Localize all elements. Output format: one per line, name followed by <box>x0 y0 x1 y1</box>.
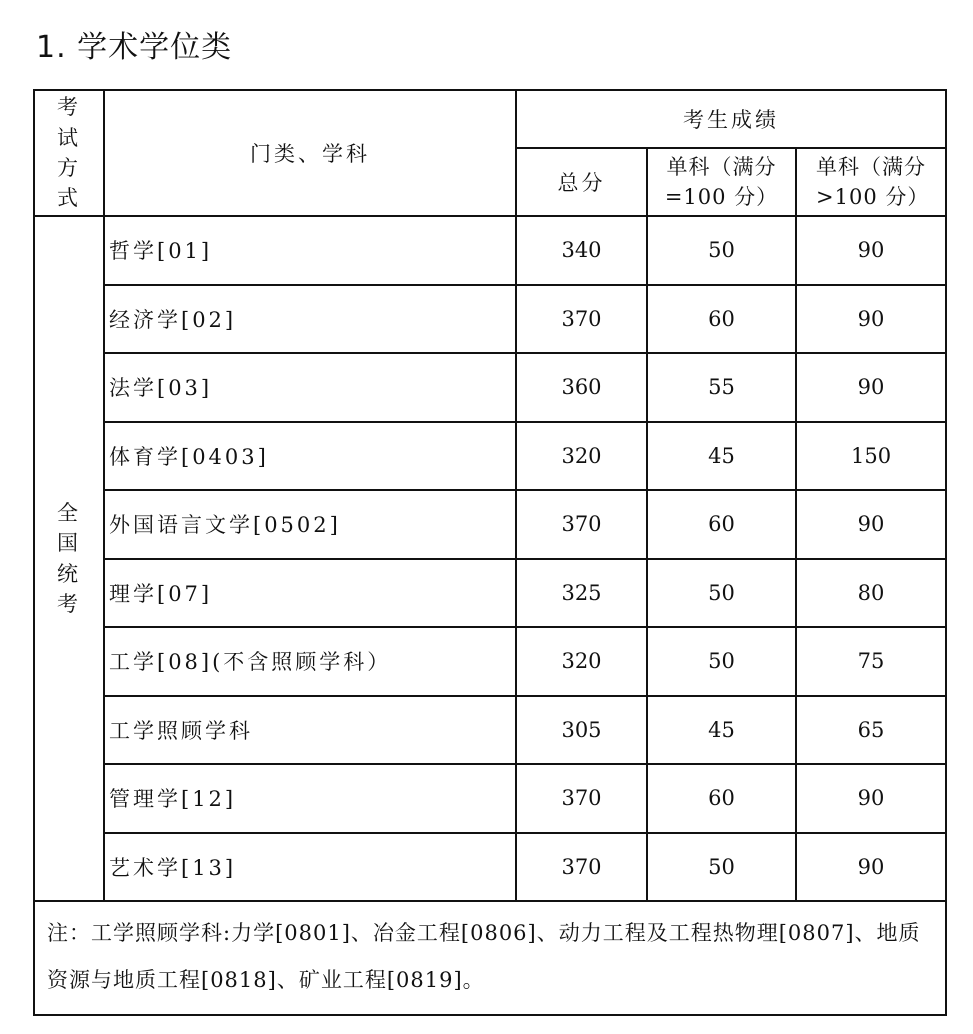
single-100-cell: 60 <box>647 285 796 354</box>
header-single-100-label: 单科（满分=100 分） <box>664 154 779 209</box>
single-over-100-cell: 90 <box>796 833 946 902</box>
single-100-cell: 50 <box>647 559 796 628</box>
single-over-100-cell: 90 <box>796 285 946 354</box>
total-cell: 370 <box>516 764 647 833</box>
single-over-100-cell: 90 <box>796 216 946 285</box>
header-total: 总分 <box>516 148 647 216</box>
single-100-cell: 50 <box>647 833 796 902</box>
exam-mode-label: 全国统考 <box>57 500 81 616</box>
single-over-100-cell: 65 <box>796 696 946 765</box>
single-over-100-cell: 80 <box>796 559 946 628</box>
single-100-cell: 55 <box>647 353 796 422</box>
header-scores: 考生成绩 <box>516 90 946 148</box>
single-100-cell: 45 <box>647 422 796 491</box>
single-over-100-cell: 90 <box>796 764 946 833</box>
single-over-100-cell: 150 <box>796 422 946 491</box>
table-row <box>34 285 946 354</box>
single-over-100-cell: 75 <box>796 627 946 696</box>
table-row <box>34 764 946 833</box>
subject-cell: 经济学[02] <box>104 285 516 354</box>
header-single-100 <box>647 148 796 216</box>
table-row <box>34 422 946 491</box>
subject-cell: 管理学[12] <box>104 764 516 833</box>
table-row <box>34 353 946 422</box>
total-cell: 360 <box>516 353 647 422</box>
subject-cell: 哲学[01] <box>104 216 516 285</box>
subject-cell: 工学照顾学科 <box>104 696 516 765</box>
single-100-cell: 45 <box>647 696 796 765</box>
table-row <box>34 627 946 696</box>
table-row <box>34 696 946 765</box>
single-over-100-cell: 90 <box>796 490 946 559</box>
table-row <box>34 833 946 902</box>
header-exam-mode-label: 考试方式 <box>57 95 81 211</box>
total-cell: 370 <box>516 833 647 902</box>
total-cell: 320 <box>516 627 647 696</box>
subject-cell: 工学[08](不含照顾学科） <box>104 627 516 696</box>
subject-cell: 外国语言文学[0502] <box>104 490 516 559</box>
table-note: 注：工学照顾学科:力学[0801]、冶金工程[0806]、动力工程及工程热物理[0807]、地质资源与地质工程[0818]、矿业工程[0819]。 <box>34 901 946 1015</box>
subject-cell: 体育学[0403] <box>104 422 516 491</box>
subject-cell: 理学[07] <box>104 559 516 628</box>
section-heading: 1. 学术学位类 <box>36 30 233 65</box>
single-100-cell: 50 <box>647 216 796 285</box>
total-cell: 325 <box>516 559 647 628</box>
single-over-100-cell: 90 <box>796 353 946 422</box>
single-100-cell: 50 <box>647 627 796 696</box>
total-cell: 370 <box>516 285 647 354</box>
header-single-over-100 <box>796 148 946 216</box>
total-cell: 320 <box>516 422 647 491</box>
table-row <box>34 490 946 559</box>
subject-cell: 艺术学[13] <box>104 833 516 902</box>
table-row <box>34 216 946 285</box>
single-100-cell: 60 <box>647 764 796 833</box>
table-row <box>34 559 946 628</box>
total-cell: 305 <box>516 696 647 765</box>
exam-mode-cell <box>34 216 104 901</box>
single-100-cell: 60 <box>647 490 796 559</box>
total-cell: 340 <box>516 216 647 285</box>
header-exam-mode <box>34 90 104 216</box>
header-single-over-100-label: 单科（满分>100 分） <box>816 154 930 209</box>
score-table <box>33 89 947 1016</box>
header-subject: 门类、学科 <box>104 90 516 216</box>
subject-cell: 法学[03] <box>104 353 516 422</box>
total-cell: 370 <box>516 490 647 559</box>
